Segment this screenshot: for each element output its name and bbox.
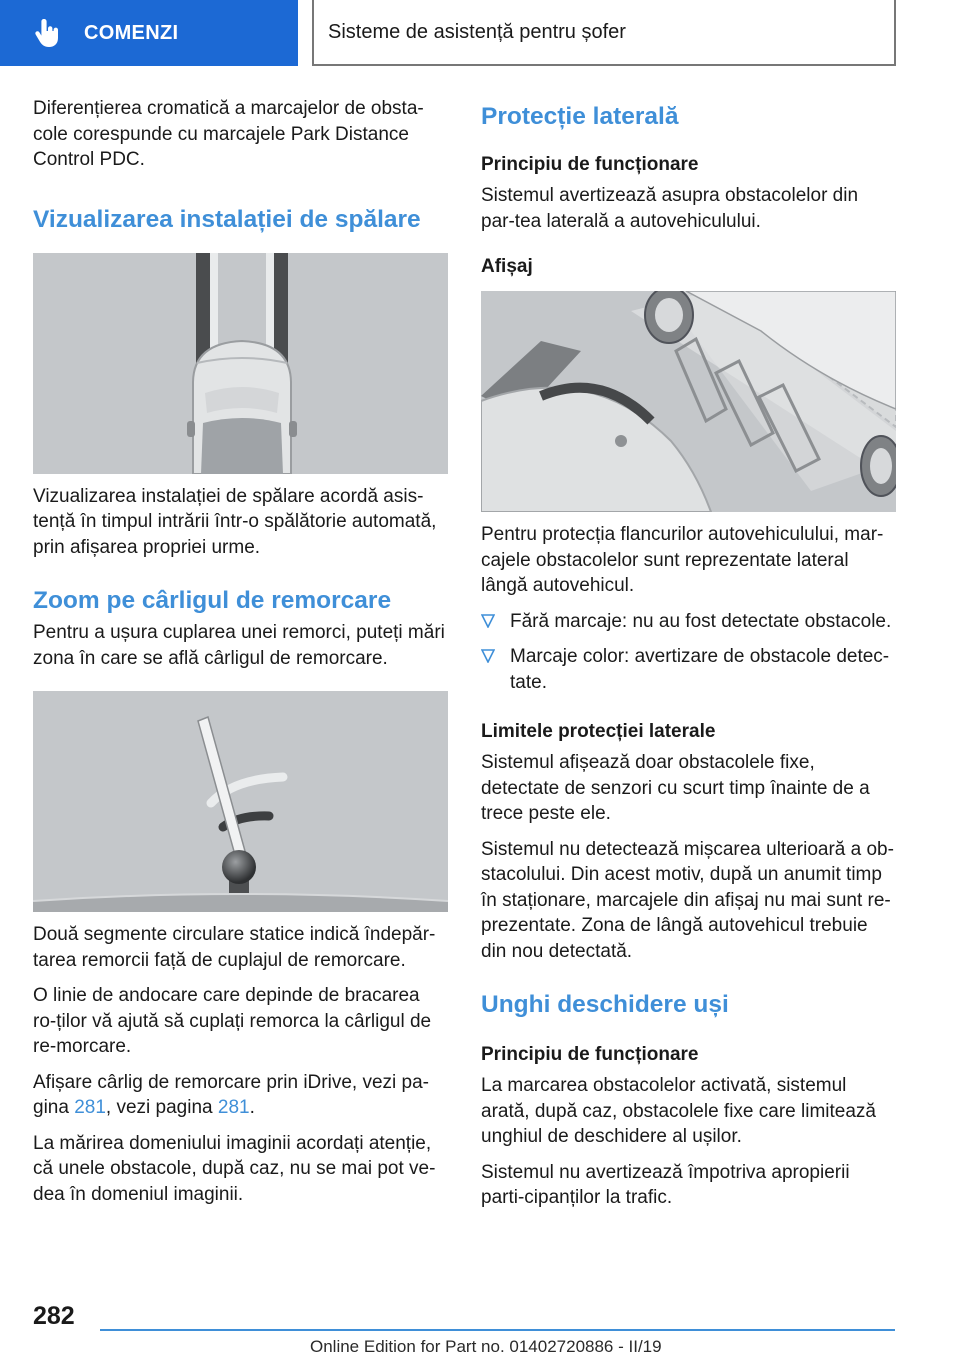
hitch-text-a: Afișare cârlig de remorcare prin iDrive, vezi pa-gina	[33, 1071, 429, 1118]
hand-pointer-icon	[30, 15, 66, 51]
side-protection-heading: Protecție laterală	[481, 103, 679, 130]
hitch-text-b: , vezi pagina	[105, 1097, 213, 1118]
principle-paragraph: Sistemul avertizează asupra obstacolelor din par-tea laterală a autovehiculului.	[481, 185, 859, 232]
limits-paragraph-2: Sistemul nu detectează mișcarea ulterioară a ob-stacolului. Din acest motiv, după un anumit timp în staționare, marcajele din afișaj nu mai sunt re-prezentate. Zona de lângă autovehicul trebuie din nou detectată.	[481, 838, 894, 962]
footer-divider	[100, 1329, 895, 1331]
left-column	[33, 96, 448, 1217]
section-title-tab	[312, 0, 896, 66]
marking-list	[481, 609, 896, 696]
hitch-paragraph-3	[33, 1070, 448, 1121]
wash-paragraph: Vizualizarea instalației de spălare acordă asis-tență în timpul intrării într-o spălătorie automată, prin afișarea propriei urme.	[33, 485, 437, 558]
chapter-tab-label: COMENZI	[84, 21, 179, 44]
hitch-text-c: .	[249, 1097, 255, 1118]
intro-paragraph: Diferențierea cromatică a marcajelor de obsta-cole corespunde cu marcajele Park Distance Control PDC.	[33, 98, 424, 170]
right-column	[481, 96, 896, 1221]
triangle-bullet-icon	[481, 614, 495, 628]
wash-heading: Vizualizarea instalației de spălare	[33, 205, 421, 233]
section-title: Sisteme de asistență pentru șofer	[328, 20, 626, 43]
principle-title: Principiu de funcționare	[481, 154, 699, 175]
door-principle-title: Principiu de funcționare	[481, 1044, 699, 1065]
hitch-heading: Zoom pe cârligul de remorcare	[33, 587, 392, 614]
hitch-paragraph-4: La mărirea domeniului imaginii acordați atenție, că unele obstacole, după caz, nu se mai pot ve-dea în domeniul imaginii.	[33, 1132, 436, 1205]
door-paragraph-1: La marcarea obstacolelor activată, sistemul arată, după caz, obstacolele fixe care limitează unghiul de deschidere al ușilor.	[481, 1075, 876, 1147]
display-paragraph: Pentru protecția flancurilor autovehiculului, mar-cajele obstacolelor sunt reprezentate lateral lângă autovehicul.	[481, 524, 884, 596]
door-paragraph-2: Sistemul nu avertizează împotriva apropierii parti-cipanților la trafic.	[481, 1161, 850, 1208]
hitch-paragraph: Pentru a ușura cuplarea unei remorci, puteți mări zona în care se află cârligul de remorcare.	[33, 622, 445, 669]
hitch-paragraph-2: O linie de andocare care depinde de bracarea ro-ților vă ajută să cuplați remorca la cârligul de re-morcare.	[33, 985, 432, 1057]
side-protection-figure	[481, 291, 896, 512]
list-item-text: Fără marcaje: nu au fost detectate obstacole.	[510, 610, 892, 632]
car-wash-figure	[33, 253, 448, 474]
trailer-hitch-figure	[33, 691, 448, 912]
limits-paragraph-1: Sistemul afișează doar obstacolele fixe, detectate de senzori cu scurt timp înainte de a trece peste ele.	[481, 752, 870, 824]
page-link-1[interactable]: 281	[74, 1097, 106, 1118]
edition-note: Online Edition for Part no. 01402720886 - II/19	[310, 1337, 662, 1356]
chapter-tab[interactable]	[0, 0, 298, 66]
page-header	[0, 0, 960, 66]
limits-title: Limitele protecției laterale	[481, 721, 716, 742]
list-item	[481, 609, 896, 635]
page-number: 282	[33, 1302, 75, 1330]
list-item-text: Marcaje color: avertizare de obstacole detec-tate.	[510, 646, 890, 693]
hitch-paragraph-1: Două segmente circulare statice indică îndepăr-tarea remorcii față de cuplajul de remorcare.	[33, 924, 436, 971]
triangle-bullet-icon	[481, 649, 495, 663]
door-angle-heading: Unghi deschidere uși	[481, 991, 729, 1018]
display-title: Afișaj	[481, 256, 533, 277]
page-link-2[interactable]: 281	[217, 1097, 250, 1118]
list-item	[481, 644, 896, 695]
